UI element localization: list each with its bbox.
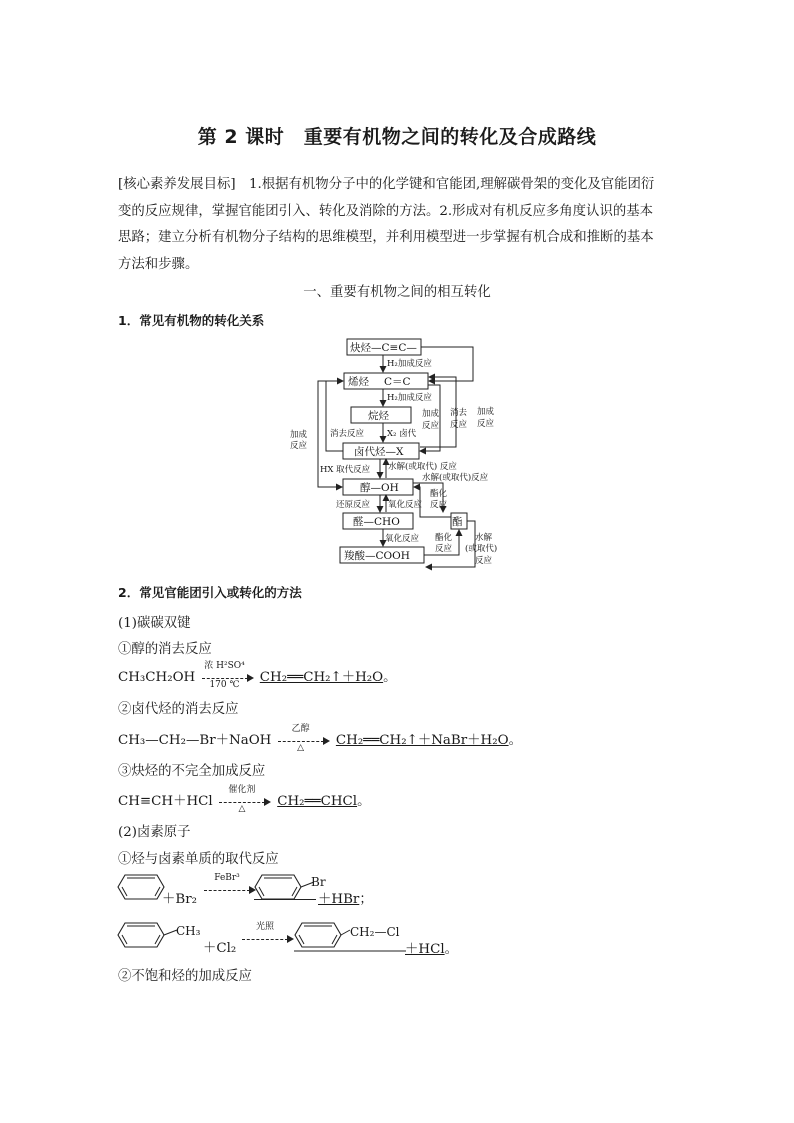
esterify-label-1a: 酯化 <box>430 489 448 499</box>
acid-label: 羧酸—COOH <box>344 550 410 562</box>
eq3-products: CH₂══CHCl <box>277 794 358 809</box>
arrow-head-icon <box>323 737 330 745</box>
eq1-end: 。 <box>383 670 397 685</box>
alkene-group-label: C＝C <box>384 376 411 388</box>
eq4-arrow <box>204 872 256 897</box>
alkyne-label: 炔烃—C≡C— <box>350 342 417 354</box>
add-far-label-1: 加成 <box>477 407 495 417</box>
eq3-arrow-line <box>219 802 265 803</box>
case-2-label: ②卤代烃的消去反应 <box>118 702 239 717</box>
elim-right-label-2: 反应 <box>450 420 468 430</box>
hydrolysis3-label-b: (或取代) <box>465 544 498 554</box>
page-title: 第 2 课时 重要有机物之间的转化及合成路线 <box>197 126 597 148</box>
add-far-label-2: 反应 <box>477 419 495 429</box>
eq1-products: CH₂══CH₂↑＋H₂O <box>259 670 384 685</box>
subheading-halogen: (2)卤素原子 <box>118 825 191 840</box>
eq4-arrow-line <box>204 890 250 891</box>
eq5-arrow-wrap <box>240 921 296 946</box>
eq5-end: 。 <box>444 942 458 957</box>
oxidation-label-1: 氧化反应 <box>388 500 423 510</box>
eq5-arrow <box>242 921 294 946</box>
eq2-condition-bottom: △ <box>297 742 305 753</box>
elim-right-label-1: 消去 <box>450 408 468 418</box>
arrow-head-icon <box>247 674 254 682</box>
h2-add-label-1: H₂加成反应 <box>387 359 432 369</box>
eq2-reactants: CH₃—CH₂—Br＋NaOH <box>118 733 272 748</box>
arrow-head-icon <box>264 798 271 806</box>
eq1-arrow <box>202 660 254 690</box>
eq1-condition-bottom: 170 ℃ <box>209 679 240 690</box>
hx-sub-label: HX 取代反应 <box>320 465 371 475</box>
eq4-reagent <box>162 888 197 907</box>
eq2-arrow <box>278 723 330 753</box>
halide-label: 卤代烃—X <box>354 446 404 458</box>
add-mid-label-1: 加成 <box>422 409 440 419</box>
hydrolysis-label-1: 水解(或取代) 反应 <box>388 462 457 472</box>
core-goals-paragraph <box>118 172 690 278</box>
alkane-label: 烷烃 <box>368 410 389 422</box>
eq5-substituent: CH₂—Cl <box>350 925 400 939</box>
eq1-arrow-line <box>202 678 248 679</box>
eq5-product-tail <box>405 938 458 957</box>
reduction-label: 还原反应 <box>336 500 371 510</box>
eq4-substituent: Br <box>311 875 326 889</box>
eq5-hcl: ＋HCl <box>405 942 445 957</box>
eq3-condition-bottom: △ <box>238 803 246 814</box>
eq3-arrow <box>219 784 271 814</box>
esterify-label-1b: 反应 <box>430 500 448 510</box>
alcohol-label: 醇—OH <box>360 482 399 494</box>
eq3-reactants: CH≡CH＋HCl <box>118 794 213 809</box>
arrow-head-icon <box>287 935 294 943</box>
goals-line-3: 思路；建立分析有机物分子结构的思维模型，并利用模型进一步掌握有机合成和推断的基本 <box>118 230 654 246</box>
eq4-condition-top: FeBr³ <box>214 872 240 883</box>
subheading-double-bond: (1)碳碳双键 <box>118 616 191 631</box>
add-left-label-1: 加成 <box>290 430 308 440</box>
eq3-end: 。 <box>357 794 371 809</box>
eq5-arrow-line <box>242 939 288 940</box>
item-2-heading: 2．常见官能团引入或转化的方法 <box>118 585 302 600</box>
eq2-arrow-line <box>278 741 324 742</box>
eq4-arrow-wrap <box>202 872 258 897</box>
case-3-label: ③炔烃的不完全加成反应 <box>118 764 266 779</box>
case-1-label: ①醇的消去反应 <box>118 642 212 657</box>
eq2-end: 。 <box>508 733 522 748</box>
x2-sub-label: X₂ 卤代 <box>387 429 417 439</box>
ester-label: 酯 <box>452 516 463 528</box>
oxidation-label-2: 氧化反应 <box>385 534 420 544</box>
goals-line-1: [核心素养发展目标] 1.根据有机物分子中的化学键和官能团,理解碳骨架的变化及官能团衍 <box>118 177 655 192</box>
eq3-condition-top: 催化剂 <box>228 784 256 795</box>
case-4-label: ①烃与卤素单质的取代反应 <box>118 852 279 867</box>
eq4-hbr: ＋HBr <box>318 892 360 907</box>
bromobenzene-ring-icon <box>254 874 316 900</box>
eq2-condition-top: 乙醇 <box>291 723 310 734</box>
hydrolysis3-label-a: 水解 <box>475 533 493 543</box>
add-mid-label-2: 反应 <box>422 421 440 431</box>
add-left-label-2: 反应 <box>290 441 308 451</box>
conversion-diagram <box>280 335 520 571</box>
case-5-label: ②不饱和烃的加成反应 <box>118 969 252 984</box>
benzene-ring-icon <box>117 874 165 900</box>
eq5-reagent <box>203 937 236 956</box>
eq5-methyl: CH₃ <box>176 924 201 938</box>
goals-line-2: 变的反应规律，掌握官能团引入、转化及消除的方法。2.形成对有机反应多角度认识的基本 <box>118 203 654 219</box>
eq4-end: ； <box>359 892 373 907</box>
eq2-products: CH₂══CH₂↑＋NaBr＋H₂O <box>335 733 509 748</box>
equation-2 <box>118 723 522 753</box>
hydrolysis-label-2: 水解(或取代)反应 <box>422 473 489 483</box>
eq5-condition-top: 光照 <box>255 921 274 932</box>
eq1-condition-top: 浓 H²SO⁴ <box>204 660 245 671</box>
aldehyde-label: 醛—CHO <box>353 516 400 528</box>
item-1-heading: 1．常见有机物的转化关系 <box>118 313 265 328</box>
toluene-ring-icon <box>117 922 179 948</box>
equation-1 <box>118 660 397 690</box>
equation-3 <box>118 784 371 814</box>
esterify-label-2a: 酯化 <box>435 533 453 543</box>
goals-line-4: 方法和步骤。 <box>118 256 199 272</box>
alkene-label: 烯烃 <box>348 376 369 388</box>
hydrolysis3-label-c: 反应 <box>475 556 493 566</box>
esterify-label-2b: 反应 <box>435 544 453 554</box>
eq1-reactants: CH₃CH₂OH <box>118 670 196 685</box>
eq4-bromine: ＋Br₂ <box>162 892 197 907</box>
eq5-chlorine: ＋Cl₂ <box>203 941 237 956</box>
section-heading: 一、重要有机物之间的相互转化 <box>303 285 491 300</box>
elim-left-label: 消去反应 <box>330 429 365 439</box>
eq4-product-tail <box>318 888 373 907</box>
h2-add-label-2: H₂加成反应 <box>387 393 432 403</box>
